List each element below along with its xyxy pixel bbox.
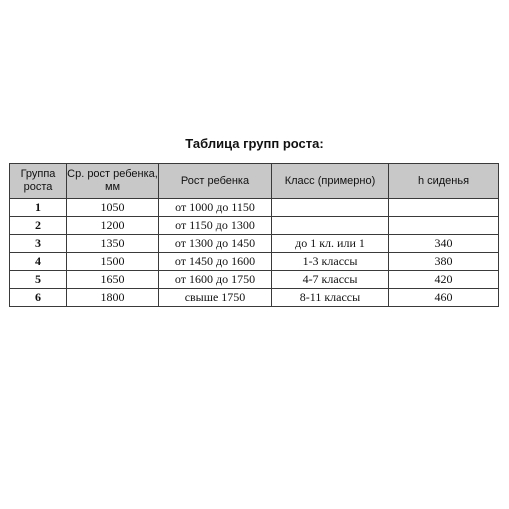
table-title: Таблица групп роста: <box>185 136 324 151</box>
cell-group: 2 <box>10 217 67 235</box>
cell-seat-height: 340 <box>389 235 499 253</box>
cell-group: 6 <box>10 289 67 307</box>
cell-avg-height: 1500 <box>67 253 159 271</box>
header-grade: Класс (примерно) <box>272 164 389 199</box>
table-row <box>10 253 499 271</box>
cell-seat-height <box>389 217 499 235</box>
cell-seat-height <box>389 199 499 217</box>
cell-grade <box>272 217 389 235</box>
table-row <box>10 271 499 289</box>
cell-group: 3 <box>10 235 67 253</box>
cell-avg-height: 1350 <box>67 235 159 253</box>
cell-group: 4 <box>10 253 67 271</box>
table-row <box>10 235 499 253</box>
table-row <box>10 289 499 307</box>
table-header-row <box>10 164 499 199</box>
header-seat-height: h сиденья <box>389 164 499 199</box>
cell-grade: 1-3 классы <box>272 253 389 271</box>
cell-avg-height: 1200 <box>67 217 159 235</box>
cell-height-range: от 1300 до 1450 <box>159 235 272 253</box>
cell-grade: 4-7 классы <box>272 271 389 289</box>
cell-grade: 8-11 классы <box>272 289 389 307</box>
cell-seat-height: 460 <box>389 289 499 307</box>
header-height-range: Рост ребенка <box>159 164 272 199</box>
cell-grade <box>272 199 389 217</box>
cell-group: 1 <box>10 199 67 217</box>
table-row <box>10 199 499 217</box>
cell-group: 5 <box>10 271 67 289</box>
header-group: Группа роста <box>10 164 67 199</box>
cell-seat-height: 420 <box>389 271 499 289</box>
cell-avg-height: 1650 <box>67 271 159 289</box>
cell-height-range: от 1000 до 1150 <box>159 199 272 217</box>
cell-avg-height: 1800 <box>67 289 159 307</box>
cell-avg-height: 1050 <box>67 199 159 217</box>
growth-group-table <box>9 163 499 307</box>
cell-height-range: от 1600 до 1750 <box>159 271 272 289</box>
cell-grade: до 1 кл. или 1 <box>272 235 389 253</box>
cell-height-range: от 1450 до 1600 <box>159 253 272 271</box>
header-avg-height: Ср. рост ребенка, мм <box>67 164 159 199</box>
cell-seat-height: 380 <box>389 253 499 271</box>
table-row <box>10 217 499 235</box>
cell-height-range: свыше 1750 <box>159 289 272 307</box>
cell-height-range: от 1150 до 1300 <box>159 217 272 235</box>
